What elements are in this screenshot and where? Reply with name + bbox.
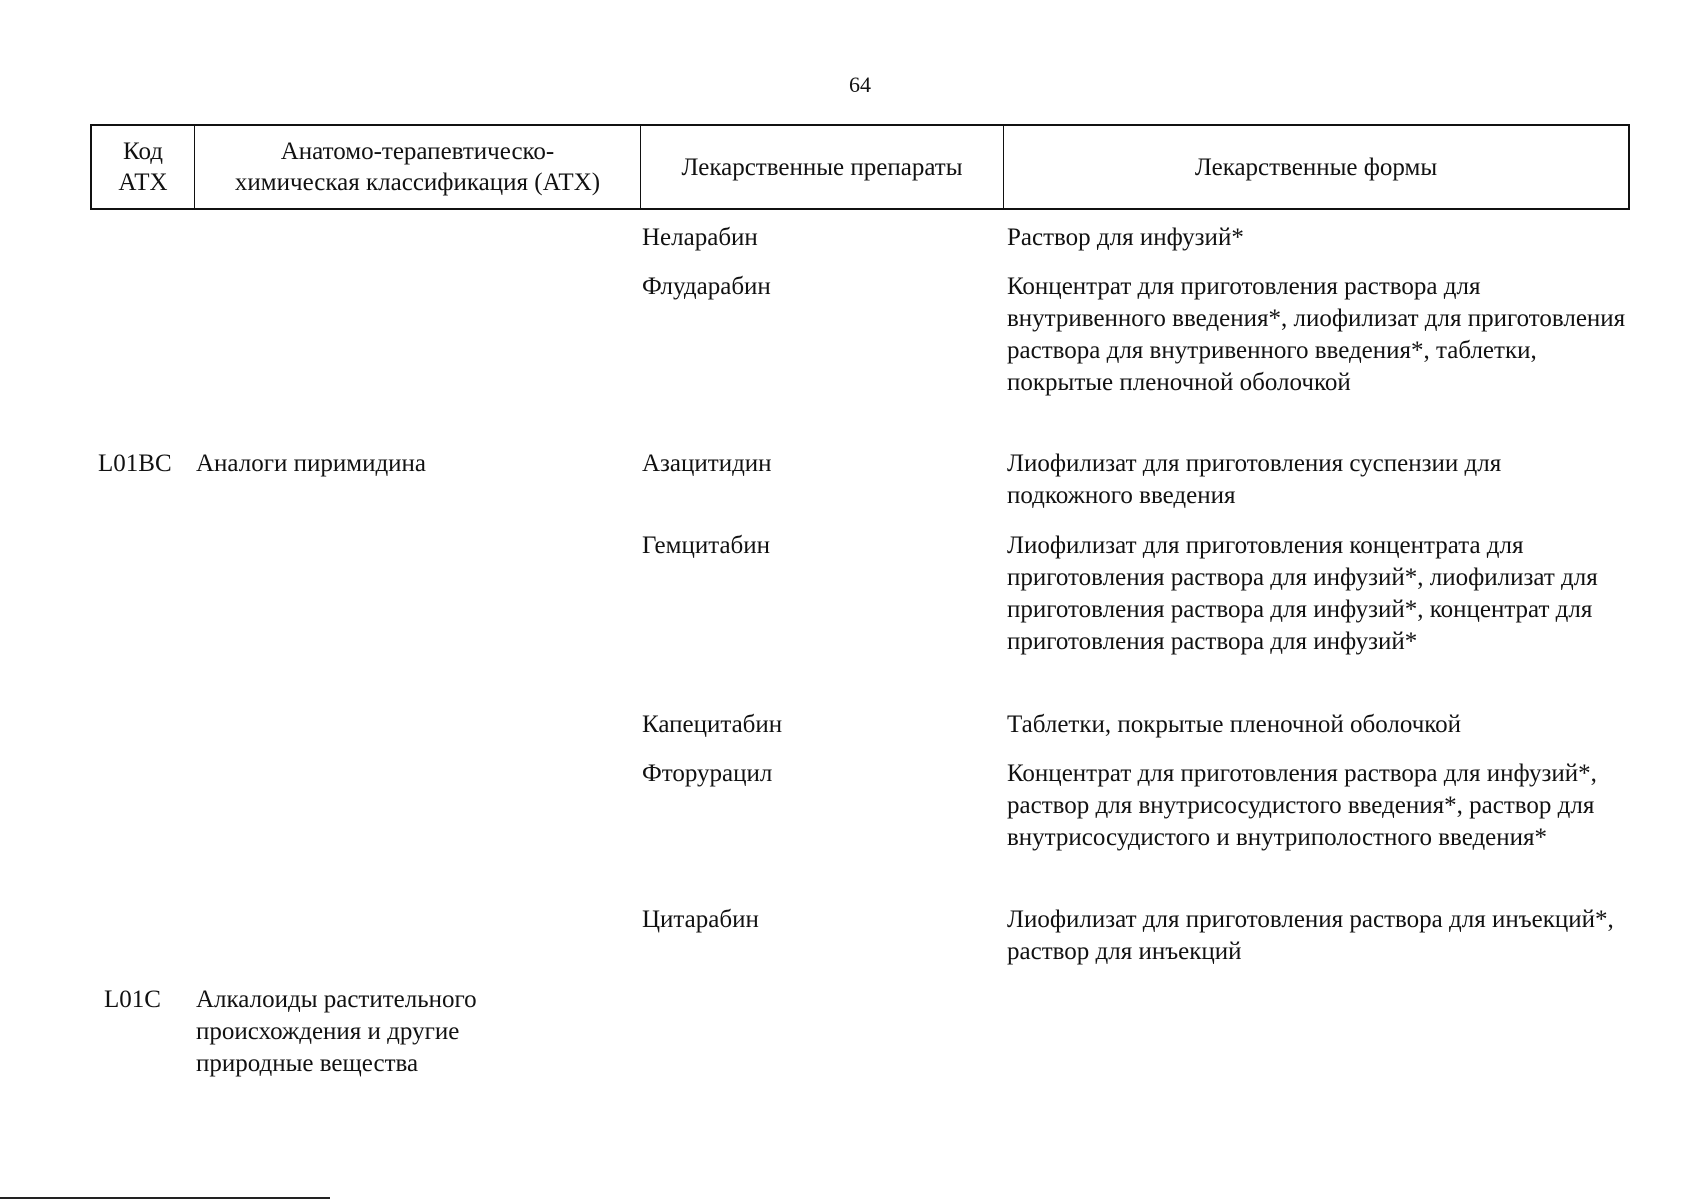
- row-drug: Азацитидин: [642, 450, 772, 477]
- header-forms: Лекарственные формы: [1194, 153, 1438, 181]
- row-form: Таблетки, покрытые пленочной оболочкой: [1007, 711, 1462, 738]
- header-code-line1: Код: [123, 138, 163, 165]
- header-code: [92, 126, 195, 208]
- page-number: 64: [849, 72, 871, 97]
- row-form: Лиофилизат для приготовления раствора для инъекций*, раствор для инъекций: [1007, 906, 1614, 965]
- row-drug: Флударабин: [642, 273, 771, 300]
- row-form: Лиофилизат для приготовления суспензии для подкожного введения: [1007, 450, 1502, 509]
- row-classification: Алкалоиды растительного происхождения и другие природные вещества: [196, 986, 477, 1077]
- header-classification-line2: химическая классификация (АТХ): [234, 169, 601, 196]
- header-code-line2: АТХ: [118, 169, 168, 196]
- header-classification-line1: Анатомо-терапевтическо-: [280, 138, 555, 165]
- row-form: Лиофилизат для приготовления концентрата для приготовления раствора для инфузий*, лиофилизат для приготовления раствора для инфузий*, концентрат для приготовления раствора для инфузий*: [1007, 532, 1598, 655]
- row-drug: Гемцитабин: [642, 532, 771, 559]
- row-drug: Цитарабин: [642, 906, 759, 933]
- header-classification: [195, 126, 641, 208]
- row-drug: Капецитабин: [642, 711, 783, 738]
- row-code: L01BC: [98, 450, 172, 477]
- row-drug: Неларабин: [642, 224, 758, 251]
- table-header: [90, 124, 1630, 210]
- row-classification: Аналоги пиримидина: [196, 450, 427, 477]
- row-code: L01C: [104, 986, 161, 1013]
- scan-edge-line: [0, 1197, 330, 1199]
- row-form: Раствор для инфузий*: [1007, 224, 1244, 251]
- row-form: Концентрат для приготовления раствора для инфузий*, раствор для внутрисосудистого введения*, раствор для внутрисосудистого и внутриполостного введения*: [1007, 760, 1597, 851]
- row-drug: Фторурацил: [642, 760, 773, 787]
- row-form: Концентрат для приготовления раствора для внутривенного введения*, лиофилизат для приготовления раствора для внутривенного введения*, таблетки, покрытые пленочной оболочкой: [1007, 273, 1626, 396]
- header-drugs: Лекарственные препараты: [641, 126, 1004, 208]
